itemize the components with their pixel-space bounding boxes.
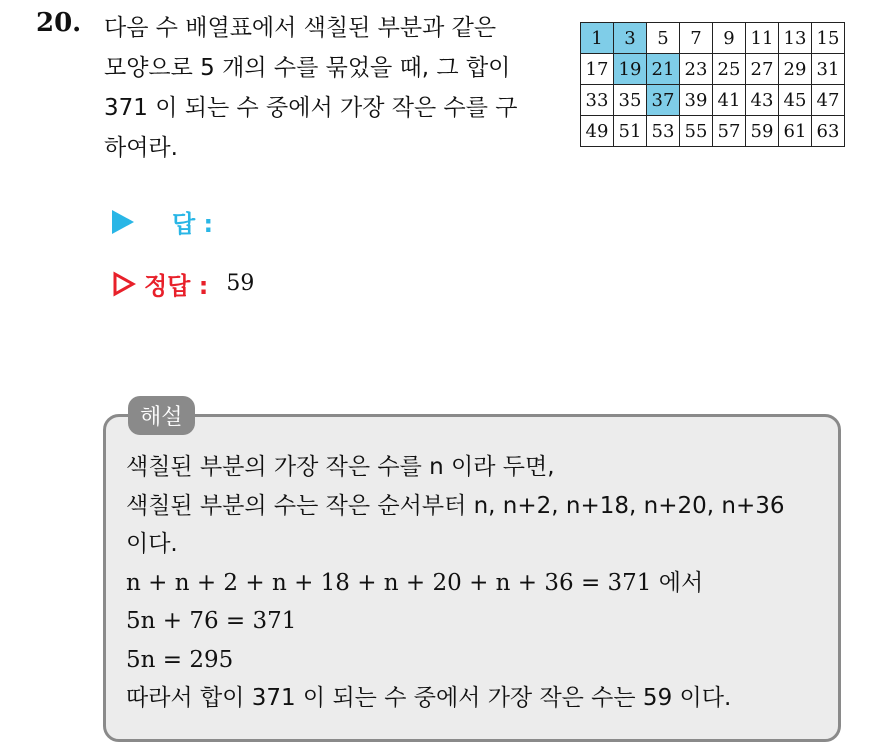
grid-cell-highlighted: 19 [614,54,647,85]
grid-cell: 29 [779,54,812,85]
grid-cell-highlighted: 21 [647,54,680,85]
grid-cell: 23 [680,54,713,85]
grid-cell: 5 [647,23,680,54]
grid-cell: 7 [680,23,713,54]
correct-answer-label: 정답 : [144,272,209,300]
equation-line: 5n = 295 [126,646,234,673]
grid-cell: 13 [779,23,812,54]
equation-line: 5n + 76 = 371 [126,608,297,634]
play-triangle-icon [112,210,134,234]
correct-answer-row [112,266,254,301]
correct-answer-value: 59 [226,271,255,296]
outline-triangle-icon [112,271,136,297]
grid-cell: 17 [581,54,614,85]
grid-cell-highlighted: 37 [647,85,680,116]
question-line: 다음 수 배열표에서 색칠된 부분과 같은 [104,15,497,41]
explanation-line: 이다. [126,531,178,557]
grid-cell: 59 [746,116,779,147]
grid-cell: 9 [713,23,746,54]
explanation-line: 따라서 합이 371 이 되는 수 중에서 가장 작은 수는 59 이다. [126,685,732,711]
grid-row [581,54,845,85]
grid-cell: 11 [746,23,779,54]
grid-cell: 27 [746,54,779,85]
grid-cell: 61 [779,116,812,147]
question-line: 371 이 되는 수 중에서 가장 작은 수를 구 [104,95,518,121]
grid-cell: 45 [779,85,812,116]
explanation-line: 색칠된 부분의 가장 작은 수를 n 이라 두면, [126,454,555,480]
explanation-text [126,448,785,718]
grid-cell: 41 [713,85,746,116]
grid-cell: 15 [812,23,845,54]
grid-cell: 31 [812,54,845,85]
grid-cell: 43 [746,85,779,116]
grid-cell: 63 [812,116,845,147]
equation-line: n + n + 2 + n + 18 + n + 20 + n + 36 = 371 에서 [126,569,704,596]
grid-cell: 57 [713,116,746,147]
grid-cell: 33 [581,85,614,116]
grid-cell: 35 [614,85,647,116]
question-line: 모양으로 5 개의 수를 묶었을 때, 그 합이 [104,55,511,81]
grid-cell: 55 [680,116,713,147]
answer-row [112,204,213,239]
grid-cell-highlighted: 3 [614,23,647,54]
question-text [104,8,564,168]
grid-row [581,85,845,116]
grid-cell: 51 [614,116,647,147]
grid-cell: 25 [713,54,746,85]
grid-cell: 47 [812,85,845,116]
grid-cell-highlighted: 1 [581,23,614,54]
answer-label: 답 : [172,210,214,238]
question-line: 하여라. [104,135,178,161]
grid-row [581,116,845,147]
question-number: 20. [36,8,82,38]
grid-row [581,23,845,54]
explanation-tag: 해설 [128,396,195,435]
explanation-line: 색칠된 부분의 수는 작은 순서부터 n, n+2, n+18, n+20, n+36 [126,492,785,519]
number-grid [580,22,845,147]
grid-cell: 53 [647,116,680,147]
grid-cell: 49 [581,116,614,147]
grid-cell: 39 [680,85,713,116]
